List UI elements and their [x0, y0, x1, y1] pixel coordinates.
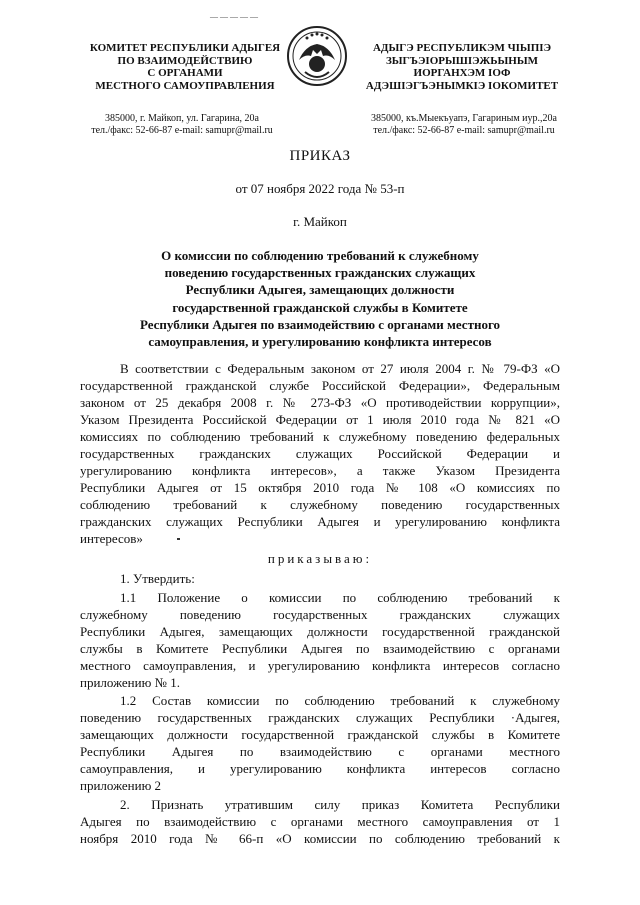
header-right-line: ИОРГАНХЭМ IОФ	[413, 67, 511, 79]
text-line: гражданских служащих Республики Адыгея и урегулированию конфликта	[80, 514, 560, 529]
address-line: 385000, къ.Мыекъуапэ, Гагариным иур.,20а	[371, 113, 557, 124]
coat-of-arms-icon	[285, 24, 349, 88]
contact-line: тел./факс: 52-66-87 e-mail: samupr@mail.ru	[91, 125, 273, 136]
item-1-1	[80, 589, 560, 691]
text-line: урегулированию конфликта интересов», а также Указом Президента	[80, 463, 560, 478]
header-left-line: С ОРГАНАМИ	[147, 67, 223, 79]
header-left-line: ПО ВЗАИМОДЕЙСТВИЮ	[117, 54, 253, 67]
subject-line: О комиссии по соблюдению требований к служебному	[161, 248, 479, 263]
text-line: государственных гражданских служащих Российской Федерации и	[80, 446, 560, 461]
subject-line: государственной гражданской службы в Комитете	[172, 299, 468, 315]
text-line: приложению № 1.	[80, 675, 180, 690]
text-line: Адыгея по взаимодействию с органами местного самоуправления от 1	[80, 814, 560, 829]
text-line: 1.2 Состав комиссии по соблюдению требований к служебному	[120, 693, 560, 708]
item-2	[80, 796, 560, 847]
header-right-org	[347, 42, 577, 92]
text-line: Республики Адыгея, замещающих должности государственной гражданской	[80, 624, 560, 639]
header-left-line: КОМИТЕТ РЕСПУБЛИКИ АДЫГЕЯ	[89, 42, 281, 54]
subject-line: поведению государственных гражданских служащих	[164, 265, 476, 281]
header-left-org	[70, 42, 300, 92]
text-line: службы в Комитете Республики Адыгея по взаимодействию с органами	[80, 641, 560, 656]
scan-speck	[177, 538, 180, 540]
scan-mark: — — — — —	[210, 12, 258, 21]
header-right-line: АДЫГЭ РЕСПУБЛИКЭМ ЧIЫПIЭ	[372, 42, 552, 54]
text-line: В соответствии с Федеральным законом от 27 июля 2004 г. № 79-ФЗ «О	[120, 361, 560, 376]
item-1-2	[80, 692, 560, 794]
text-line: Указом Президента Российской Федерации от 1 июля 2010 года № 821 «О	[80, 412, 560, 427]
header-left-line: МЕСТНОГО САМОУПРАВЛЕНИЯ	[95, 79, 275, 92]
text-line: замещающих должности государственной гражданской службы в Комитете	[80, 727, 560, 742]
text-line: 2. Признать утратившим силу приказ Комитета Республики	[120, 797, 560, 812]
item-1	[80, 570, 560, 587]
header-right-line: ЗЫГЪЭIОРЫШIЭЖЬЫНЫМ	[385, 54, 539, 67]
document-subject	[100, 247, 540, 350]
subject-line: Республики Адыгея по взаимодействию с органами местного	[139, 316, 501, 332]
text-line: служебному поведению государственных гражданских служащих	[80, 607, 560, 622]
text-line: комиссиях по соблюдению требований к служебному поведению федеральных	[80, 429, 560, 444]
text-line: 1. Утвердить:	[120, 571, 195, 586]
document-city: г. Майкоп	[293, 214, 347, 229]
order-word: приказываю:	[267, 551, 373, 566]
text-line: интересов»	[80, 531, 143, 546]
text-line: поведению государственных гражданских служащих Республики ·Адыгея,	[80, 710, 560, 725]
subject-line: Республики Адыгея, замещающих должности	[185, 282, 455, 298]
header-left-address	[62, 113, 302, 137]
text-line: 1.1 Положение о комиссии по соблюдению требований к	[120, 590, 560, 605]
subject-line: самоуправления, и урегулированию конфликта интересов	[148, 334, 492, 350]
preamble-paragraph	[80, 360, 560, 547]
text-line: местного самоуправления, и урегулированию конфликта интересов согласно	[80, 658, 560, 673]
header-right-line: АДЭШIЭГЪЭНЫМКIЭ IОКОМИТЕТ	[365, 79, 559, 92]
document-date-number: от 07 ноября 2022 года № 53-п	[235, 181, 405, 196]
header-right-address	[344, 113, 584, 137]
text-line: Республики Адыгея от 15 октября 2010 года № 108 «О комиссиях по	[80, 480, 560, 495]
text-line: соблюдению требований к служебному поведению государственных	[80, 497, 560, 512]
document-title: ПРИКАЗ	[289, 148, 351, 164]
text-line: государственной гражданской службе Российской Федерации», Федеральным	[80, 378, 560, 393]
text-line: ноября 2010 года № 66-п «О комиссии по соблюдению требований к	[80, 831, 560, 846]
text-line: законом от 25 декабря 2008 г. № 273-ФЗ «О противодействии коррупции»,	[80, 395, 560, 410]
address-line: 385000, г. Майкоп, ул. Гагарина, 20а	[105, 113, 259, 124]
text-line: Республики Адыгея по взаимодействию с органами местного	[80, 744, 560, 759]
text-line: самоуправления, и урегулированию конфликта интересов согласно	[80, 761, 560, 776]
text-line: приложению 2	[80, 778, 162, 793]
contact-line: тел./факс: 52-66-87 e-mail: samupr@mail.ru	[373, 125, 555, 136]
